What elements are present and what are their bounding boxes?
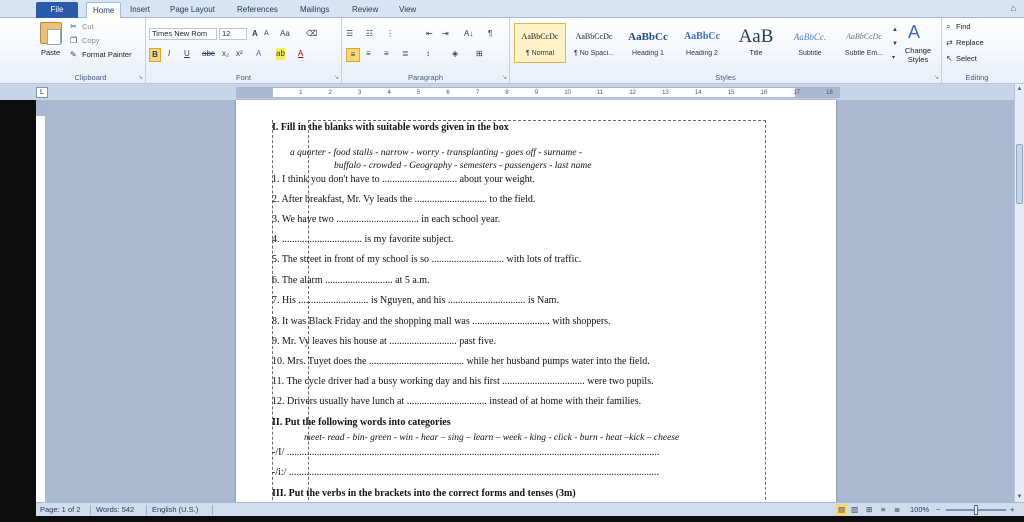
style-name: ¶ Normal bbox=[525, 50, 555, 57]
category-i-short: -/I/ ..................................................................................................................................................... bbox=[272, 447, 660, 458]
style-no-spacing[interactable] bbox=[568, 23, 620, 63]
word-box-line-2: buffalo - crowded - Geography - semesters - passengers - last name bbox=[334, 161, 592, 171]
font-size-select[interactable]: 12 bbox=[219, 28, 247, 40]
document-page[interactable] bbox=[236, 100, 836, 502]
style-name: Title bbox=[749, 50, 763, 57]
vertical-ruler[interactable] bbox=[36, 100, 46, 502]
ruler-ticks bbox=[273, 88, 833, 97]
ruler-tick: 5 bbox=[416, 90, 421, 96]
shrink-font-icon[interactable]: A bbox=[264, 30, 269, 37]
ruler-tick: 11 bbox=[596, 90, 604, 96]
sort-icon[interactable]: A↓ bbox=[464, 29, 474, 38]
tab-review[interactable]: Review bbox=[352, 5, 379, 14]
style-name: Heading 1 bbox=[632, 50, 664, 57]
zoom-level[interactable]: 100% bbox=[910, 505, 930, 514]
superscript-icon[interactable]: x² bbox=[236, 49, 243, 58]
find-icon: ⌕ bbox=[946, 22, 951, 31]
exercise-item-1: 1. I think you don't have to .............................. about your weight. bbox=[272, 174, 535, 185]
style-name: ¶ No Spaci... bbox=[574, 50, 614, 57]
document-area bbox=[36, 100, 1014, 502]
scroll-thumb[interactable] bbox=[1016, 144, 1023, 204]
ruler-tick: 12 bbox=[629, 90, 637, 96]
styles-scroll-down-icon[interactable]: ▼ bbox=[892, 41, 898, 47]
text-effects-icon[interactable]: A bbox=[256, 49, 262, 58]
ruler-tick: 17 bbox=[793, 90, 800, 96]
ruler-tick: 10 bbox=[564, 90, 571, 96]
select-button[interactable]: Select bbox=[956, 54, 977, 63]
word-count[interactable]: Words: 542 bbox=[96, 505, 135, 514]
ribbon bbox=[0, 18, 1024, 84]
underline-icon[interactable]: U bbox=[184, 49, 190, 58]
tab-mailings[interactable]: Mailings bbox=[300, 5, 330, 14]
exercise-item-7: 7. His ............................ is Nguyen, and his ............................... is Nam. bbox=[272, 295, 559, 306]
styles-scroll-up-icon[interactable]: ▲ bbox=[892, 27, 898, 33]
shading-icon[interactable]: ◈ bbox=[452, 49, 459, 58]
exercise-item-9: 9. Mr. Vy leaves his house at ........................... past five. bbox=[272, 336, 496, 347]
style-preview: AaBbCcDc bbox=[846, 32, 882, 41]
style-heading-1[interactable] bbox=[622, 23, 674, 63]
style-normal[interactable] bbox=[514, 23, 566, 63]
scroll-down-icon[interactable]: ▼ bbox=[1016, 494, 1023, 500]
clipboard-launcher-icon[interactable]: ↘ bbox=[137, 75, 143, 81]
bullets-icon[interactable]: ☰ bbox=[346, 29, 354, 38]
style-name: Subtitle bbox=[798, 50, 822, 57]
font-color-icon[interactable]: A bbox=[298, 49, 304, 58]
editing-group bbox=[942, 18, 1012, 84]
style-preview: AaBbCc bbox=[683, 31, 721, 42]
style-subtle-emphasis[interactable] bbox=[838, 23, 890, 63]
paste-button[interactable]: Paste bbox=[41, 48, 61, 57]
heading-section-1: I. Fill in the blanks with suitable words given in the box bbox=[272, 122, 509, 133]
cut-button[interactable]: Cut bbox=[82, 22, 94, 31]
heading-section-2: II. Put the following words into categories bbox=[272, 417, 451, 428]
ruler-tick: 14 bbox=[694, 90, 702, 96]
exercise-item-4: 4. ................................ is my favorite subject. bbox=[272, 234, 454, 245]
ruler-tick: 16 bbox=[760, 90, 768, 96]
clipboard-label: Clipboard bbox=[74, 73, 107, 82]
exercise-item-10: 10. Mrs. Tuyet does the ...................................... while her husband pumps water into the field. bbox=[272, 356, 650, 367]
page-count[interactable]: Page: 1 of 2 bbox=[40, 505, 81, 514]
scroll-up-icon[interactable]: ▲ bbox=[1016, 86, 1023, 92]
style-preview: AaBbCcDc bbox=[575, 32, 613, 41]
font-group bbox=[146, 18, 342, 84]
clear-formatting-icon[interactable]: ⌫ bbox=[306, 29, 318, 38]
highlight-icon[interactable]: ab bbox=[276, 49, 285, 58]
zoom-slider-knob[interactable] bbox=[974, 505, 978, 515]
category-words: meet- read - bin- green - win - hear – sing – learn – week - king - click - burn - heat –kick – cheese bbox=[304, 433, 680, 443]
font-launcher-icon[interactable]: ↘ bbox=[333, 75, 339, 81]
web-layout-icon[interactable]: ⊞ bbox=[866, 505, 873, 514]
cut-icon: ✂ bbox=[70, 22, 77, 31]
exercise-item-6: 6. The alarm ........................... at 5 a.m. bbox=[272, 275, 430, 286]
zoom-out-button[interactable]: − bbox=[936, 505, 941, 514]
print-layout-icon[interactable]: ▤ bbox=[838, 505, 846, 514]
tab-home[interactable]: Home bbox=[86, 2, 121, 18]
style-preview: AaBbCc bbox=[628, 31, 668, 43]
clipboard-group bbox=[36, 18, 146, 84]
zoom-in-button[interactable]: + bbox=[1010, 505, 1015, 514]
paragraph-launcher-icon[interactable]: ↘ bbox=[501, 75, 507, 81]
heading-section-3: III. Put the verbs in the brackets into the correct forms and tenses (3m) bbox=[272, 488, 576, 499]
tab-selector[interactable]: L bbox=[36, 87, 48, 98]
replace-button[interactable]: Replace bbox=[956, 38, 984, 47]
grow-font-icon[interactable]: A bbox=[252, 29, 258, 38]
change-styles-button[interactable]: Change Styles bbox=[904, 46, 932, 64]
styles-more-icon[interactable]: ▾ bbox=[892, 55, 896, 61]
style-heading-2[interactable] bbox=[676, 23, 728, 63]
exercise-item-3: 3. We have two ................................. in each school year. bbox=[272, 214, 501, 225]
change-case-icon[interactable]: Aa bbox=[280, 29, 290, 38]
find-button[interactable]: Find bbox=[956, 22, 971, 31]
tab-references[interactable]: References bbox=[237, 5, 278, 14]
ruler-tick: 7 bbox=[475, 90, 480, 96]
tab-view[interactable]: View bbox=[399, 5, 417, 14]
tab-page-layout[interactable]: Page Layout bbox=[170, 5, 215, 14]
align-left-icon[interactable]: ≡ bbox=[346, 48, 360, 62]
numbering-icon[interactable]: ☷ bbox=[366, 29, 374, 38]
font-label: Font bbox=[235, 73, 251, 82]
status-bar bbox=[36, 502, 1024, 516]
show-formatting-icon[interactable]: ¶ bbox=[488, 29, 493, 38]
editing-label: Editing bbox=[965, 73, 989, 82]
change-styles-icon[interactable]: A bbox=[908, 22, 921, 42]
style-name: Subtle Em... bbox=[844, 50, 884, 57]
increase-indent-icon[interactable]: ⇥ bbox=[442, 29, 449, 38]
justify-icon[interactable]: ≣ bbox=[402, 49, 409, 58]
full-screen-reading-icon[interactable]: ▥ bbox=[851, 505, 859, 514]
copy-button[interactable]: Copy bbox=[82, 36, 100, 45]
subscript-icon[interactable]: x₂ bbox=[222, 49, 230, 58]
ribbon-tab-bar bbox=[0, 0, 1024, 18]
font-name-select[interactable]: Times New Rom bbox=[149, 28, 217, 40]
strikethrough-icon[interactable]: abc bbox=[202, 49, 215, 58]
styles-group bbox=[510, 18, 942, 84]
copy-icon: ❐ bbox=[70, 36, 78, 45]
exercise-item-12: 12. Drivers usually have lunch at ................................ instead of at home with their families. bbox=[272, 396, 642, 407]
align-right-icon[interactable]: ≡ bbox=[384, 49, 389, 58]
style-preview: AaBbCc. bbox=[793, 32, 827, 42]
paste-icon[interactable] bbox=[40, 22, 62, 44]
multilevel-list-icon[interactable]: ⋮ bbox=[386, 29, 394, 38]
horizontal-ruler[interactable] bbox=[236, 87, 840, 98]
bold-icon[interactable]: B bbox=[149, 48, 161, 62]
vertical-scrollbar[interactable] bbox=[1014, 84, 1024, 502]
format-painter-icon: ✎ bbox=[70, 50, 77, 59]
line-spacing-icon[interactable]: ↕ bbox=[426, 49, 430, 58]
style-subtitle[interactable] bbox=[784, 23, 836, 63]
ruler-tick: 18 bbox=[826, 90, 833, 96]
ruler-tick: 2 bbox=[328, 90, 332, 96]
category-i-long: -/i:/ .................................................................................................................................................... bbox=[272, 467, 659, 478]
styles-label: Styles bbox=[715, 73, 736, 82]
draft-icon[interactable]: ≣ bbox=[894, 505, 901, 514]
ruler-tick: 13 bbox=[662, 90, 669, 96]
exercise-item-5: 5. The street in front of my school is so ............................. with lots of traffic. bbox=[272, 254, 582, 265]
exercise-item-8: 8. It was Black Friday and the shopping mall was ............................... with shoppers. bbox=[272, 316, 611, 327]
ruler-tick: 15 bbox=[727, 90, 735, 96]
borders-icon[interactable]: ⊞ bbox=[476, 49, 483, 58]
style-preview: AaBbCcDc bbox=[521, 32, 559, 41]
style-title[interactable] bbox=[730, 23, 782, 63]
word-box-line-1: a quarter - food stalls - narrow - worry - transplanting - goes off - surname - bbox=[290, 148, 583, 158]
outline-icon[interactable]: ≡ bbox=[881, 505, 886, 514]
tab-file[interactable]: File bbox=[36, 2, 78, 18]
language-indicator[interactable]: English (U.S.) bbox=[152, 505, 199, 514]
styles-launcher-icon[interactable]: ↘ bbox=[933, 75, 939, 81]
select-icon: ↖ bbox=[946, 54, 953, 63]
style-preview: AaB bbox=[738, 26, 774, 47]
exercise-item-11: 11. The cycle driver had a busy working day and his first ................................. were two pupils. bbox=[272, 376, 654, 387]
tab-insert[interactable]: Insert bbox=[130, 5, 151, 14]
ruler-tick: 9 bbox=[534, 90, 539, 96]
paragraph-label: Paragraph bbox=[407, 73, 444, 82]
paragraph-group bbox=[342, 18, 510, 84]
ruler-tick: 1 bbox=[299, 90, 303, 96]
help-icon[interactable]: ⌂ bbox=[1010, 3, 1016, 13]
decrease-indent-icon[interactable]: ⇤ bbox=[426, 29, 433, 38]
ruler-tick: 3 bbox=[358, 90, 362, 96]
exercise-item-2: 2. After breakfast, Mr. Vy leads the ............................. to the field. bbox=[272, 194, 536, 205]
format-painter-button[interactable]: Format Painter bbox=[82, 50, 132, 59]
ruler-tick: 6 bbox=[446, 90, 450, 96]
ruler-tick: 4 bbox=[387, 90, 391, 96]
replace-icon: ⇄ bbox=[946, 38, 953, 47]
style-name: Heading 2 bbox=[686, 50, 718, 57]
ruler-tick: 8 bbox=[505, 90, 509, 96]
italic-icon[interactable]: I bbox=[168, 49, 171, 58]
align-center-icon[interactable]: ≡ bbox=[366, 49, 371, 58]
ruler-row bbox=[0, 84, 1024, 100]
